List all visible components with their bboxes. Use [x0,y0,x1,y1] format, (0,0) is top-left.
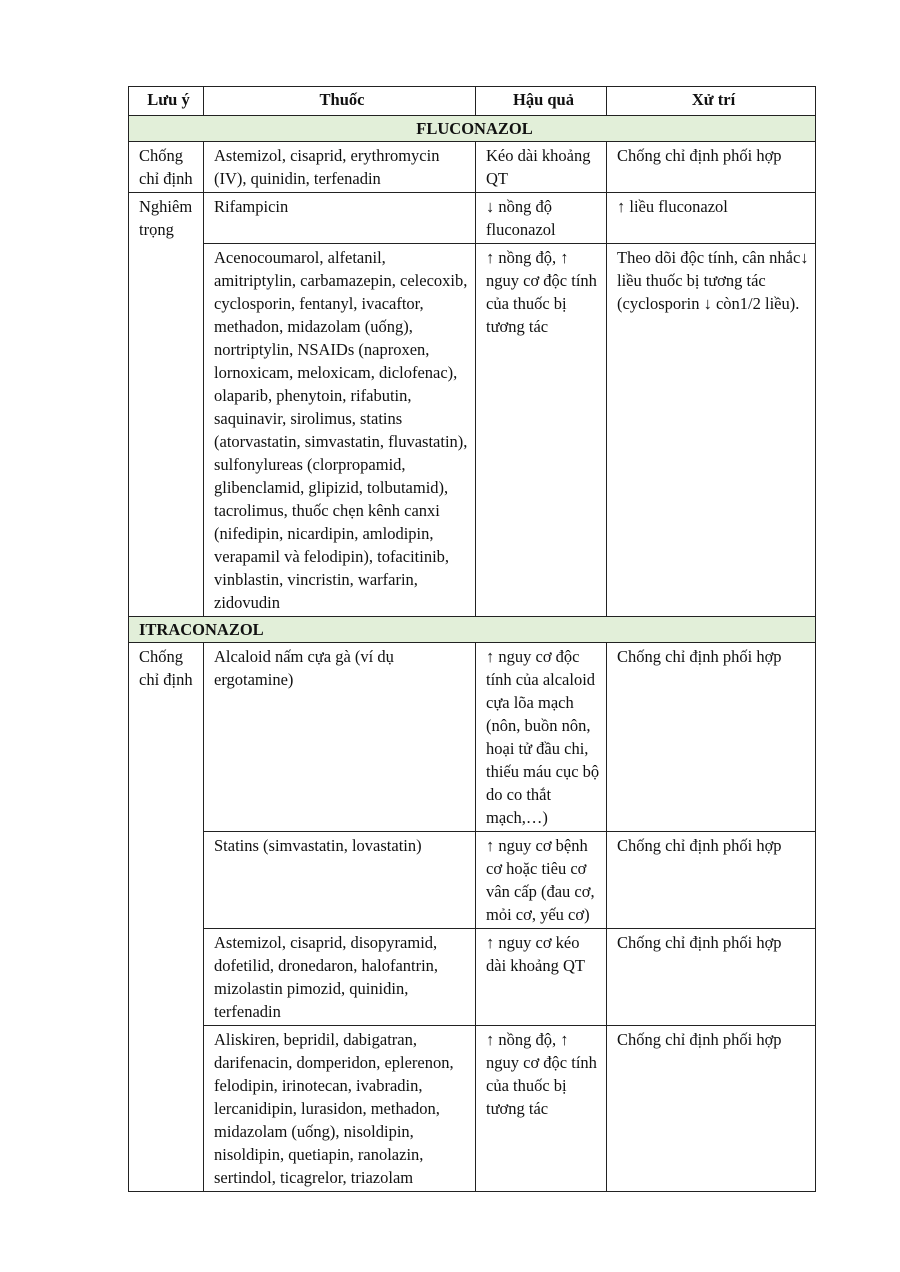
section-title-itraconazol: ITRACONAZOL [129,617,816,643]
note-cell: Nghiêm trọng [129,193,204,617]
header-consequence: Hậu quả [476,87,607,116]
header-note: Lưu ý [129,87,204,116]
section-title-fluconazol: FLUCONAZOL [129,116,816,142]
management-cell: ↑ liều fluconazol [607,193,816,244]
drug-cell: Acenocoumarol, alfetanil, amitriptylin, carbamazepin, celecoxib, cyclosporin, fentanyl, ivacaftor, methadon, midazolam (uống), nortriptylin, NSAIDs (naproxen, lornoxicam, meloxicam, diclofenac), olaparib, phenytoin, rifabutin, saquinavir, sirolimus, statins (atorvastatin, simvastatin, fluvastatin), sulfonylureas (clorpropamid, glibenclamid, glipizid, tolbutamid), tacrolimus, thuốc chẹn kênh canxi (nifedipin, nicardipin, amlodipin, verapamil và felodipin), tofacitinib, vinblastin, vincristin, warfarin, zidovudin [204,244,476,617]
consequence-cell: ↑ nguy cơ kéo dài khoảng QT [476,929,607,1026]
consequence-cell: Kéo dài khoảng QT [476,142,607,193]
consequence-cell: ↑ nồng độ, ↑ nguy cơ độc tính của thuốc bị tương tác [476,1026,607,1192]
consequence-cell: ↑ nồng độ, ↑ nguy cơ độc tính của thuốc bị tương tác [476,244,607,617]
table-row [129,832,816,929]
table-row [129,142,816,193]
table-row [129,1026,816,1192]
drug-cell: Aliskiren, bepridil, dabigatran, darifenacin, domperidon, eplerenon, felodipin, irinotecan, ivabradin, lercanidipin, lurasidon, methadon, midazolam (uống), nisoldipin, nisoldipin, quetiapin, ranolazin, sertindol, ticagrelor, triazolam [204,1026,476,1192]
drug-cell: Astemizol, cisaprid, disopyramid, dofetilid, dronedaron, halofantrin, mizolastin pimozid, quinidin, terfenadin [204,929,476,1026]
management-cell: Chống chỉ định phối hợp [607,142,816,193]
drug-cell: Statins (simvastatin, lovastatin) [204,832,476,929]
drug-cell: Rifampicin [204,193,476,244]
management-cell: Chống chỉ định phối hợp [607,1026,816,1192]
section-row-itraconazol [129,617,816,643]
section-row-fluconazol [129,116,816,142]
management-cell: Theo dõi độc tính, cân nhắc↓ liều thuốc bị tương tác (cyclosporin ↓ còn1/2 liều). [607,244,816,617]
table-row [129,193,816,244]
management-cell: Chống chỉ định phối hợp [607,643,816,832]
consequence-cell: ↑ nguy cơ bệnh cơ hoặc tiêu cơ vân cấp (đau cơ, mỏi cơ, yếu cơ) [476,832,607,929]
header-drug: Thuốc [204,87,476,116]
table-row [129,643,816,832]
header-management: Xử trí [607,87,816,116]
note-cell: Chống chỉ định [129,643,204,1192]
note-cell: Chống chỉ định [129,142,204,193]
header-row [129,87,816,116]
drug-cell: Astemizol, cisaprid, erythromycin (IV), quinidin, terfenadin [204,142,476,193]
management-cell: Chống chỉ định phối hợp [607,832,816,929]
interaction-table [128,86,816,1192]
management-cell: Chống chỉ định phối hợp [607,929,816,1026]
consequence-cell: ↓ nồng độ fluconazol [476,193,607,244]
consequence-cell: ↑ nguy cơ độc tính của alcaloid cựa lõa mạch (nôn, buồn nôn, hoại tử đầu chi, thiếu máu cục bộ do co thắt mạch,…) [476,643,607,832]
drug-cell: Alcaloid nấm cựa gà (ví dụ ergotamine) [204,643,476,832]
table-row [129,929,816,1026]
table-row [129,244,816,617]
